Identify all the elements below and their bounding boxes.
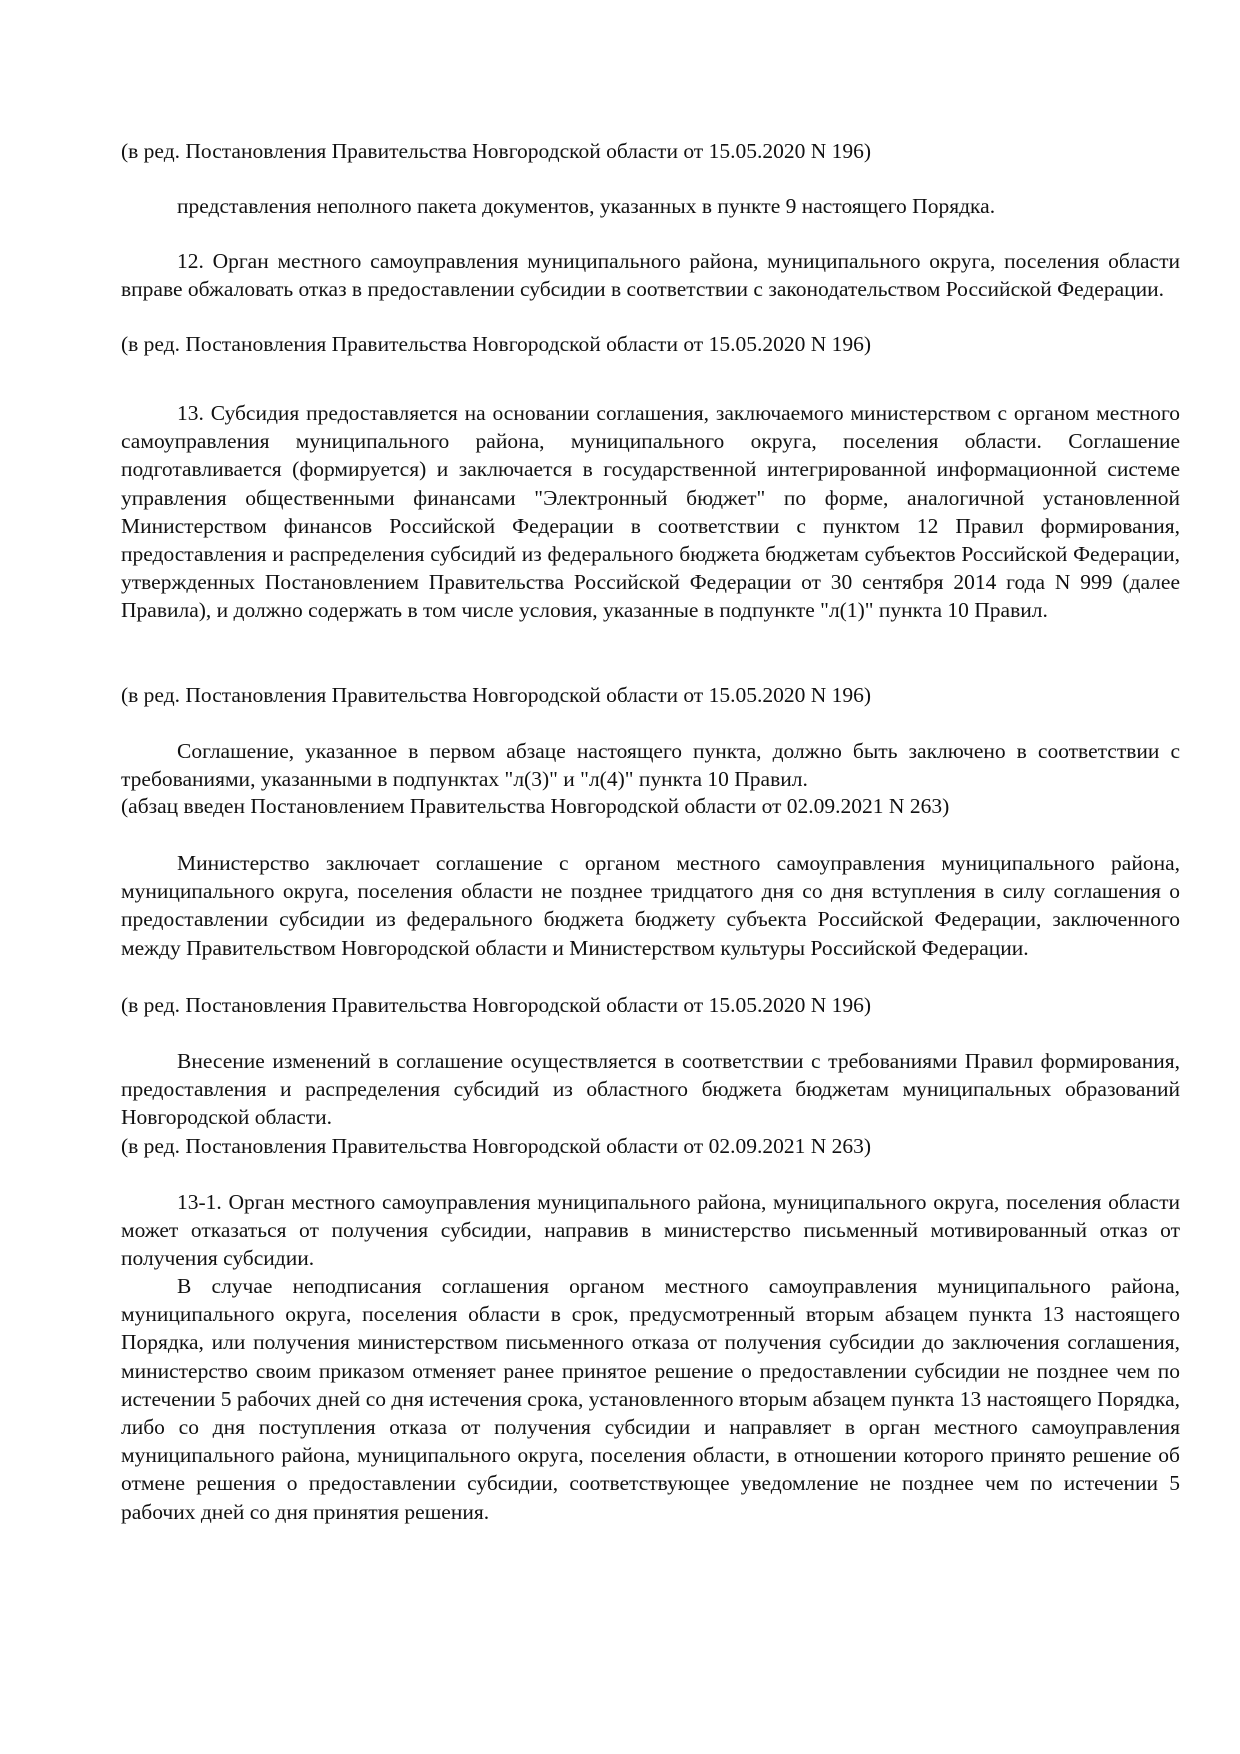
paragraph: представления неполного пакета документов, указанных в пункте 9 настоящего Порядка. <box>177 194 996 218</box>
amendment-note: (в ред. Постановления Правительства Новгородской области от 15.05.2020 N 196) <box>121 993 872 1017</box>
paragraph-item-12: 12. Орган местного самоуправления муниципального района, муниципального округа, поселения области вправе обжаловать отказ в предоставлении субсидии в соответствии с законодательством Российской Федерации. <box>121 249 1180 302</box>
paragraph: В случае неподписания соглашения органом местного самоуправления муниципального района, муниципального округа, поселения области в срок, предусмотренный вторым абзацем пункта 13 настоящего Порядка, или получения министерством письменного отказа от получения субсидии до заключения соглашения, министерство своим приказом отменяет ранее принятое решение о предоставлении субсидии не позднее чем по истечении 5 рабочих дней со дня истечения срока, установленного вторым абзацем пункта 13 настоящего Порядка, либо со дня поступления отказа от получения субсидии и направляет в орган местного самоуправления муниципального района, муниципального округа, поселения области, в отношении которого принято решение об отмене решения о предоставлении субсидии, соответствующее уведомление не позднее чем по истечении 5 рабочих дней со дня принятия решения. <box>121 1274 1180 1524</box>
paragraph-item-13-1: 13-1. Орган местного самоуправления муниципального района, муниципального округа, поселения области может отказаться от получения субсидии, направив в министерство письменный мотивированный отказ от получения субсидии. <box>121 1190 1180 1271</box>
paragraph: Внесение изменений в соглашение осуществляется в соответствии с требованиями Правил формирования, предоставления и распределения субсидий из областного бюджета бюджетам муниципальных образований Новгородской области. <box>121 1049 1180 1130</box>
amendment-note: (в ред. Постановления Правительства Новгородской области от 02.09.2021 N 263) <box>121 1134 872 1158</box>
paragraph: Соглашение, указанное в первом абзаце настоящего пункта, должно быть заключено в соответствии с требованиями, указанными в подпунктах "л(3)" и "л(4)" пункта 10 Правил. <box>121 739 1180 792</box>
amendment-note: (в ред. Постановления Правительства Новгородской области от 15.05.2020 N 196) <box>121 332 872 356</box>
amendment-note: (в ред. Постановления Правительства Новгородской области от 15.05.2020 N 196) <box>121 139 872 163</box>
paragraph: Министерство заключает соглашение с органом местного самоуправления муниципального района, муниципального округа, поселения области не позднее тридцатого дня со дня вступления в силу соглашения о предоставлении субсидии из федерального бюджета бюджету субъекта Российской Федерации, заключенного между Правительством Новгородской области и Министерством культуры Российской Федерации. <box>121 851 1180 960</box>
amendment-note: (в ред. Постановления Правительства Новгородской области от 15.05.2020 N 196) <box>121 683 872 707</box>
paragraph-item-13: 13. Субсидия предоставляется на основании соглашения, заключаемого министерством с органом местного самоуправления муниципального района, муниципального округа, поселения области. Соглашение подготавливается (формируется) и заключается в государственной интегрированной информационной системе управления общественными финансами "Электронный бюджет" по форме, аналогичной установленной Министерством финансов Российской Федерации в соответствии с пунктом 12 Правил формирования, предоставления и распределения субсидий из федерального бюджета бюджетам субъектов Российской Федерации, утвержденных Постановлением Правительства Российской Федерации от 30 сентября 2014 года N 999 (далее Правила), и должно содержать в том числе условия, указанные в подпункте "л(1)" пункта 10 Правил. <box>121 401 1180 623</box>
amendment-note: (абзац введен Постановлением Правительства Новгородской области от 02.09.2021 N 263) <box>121 794 950 818</box>
